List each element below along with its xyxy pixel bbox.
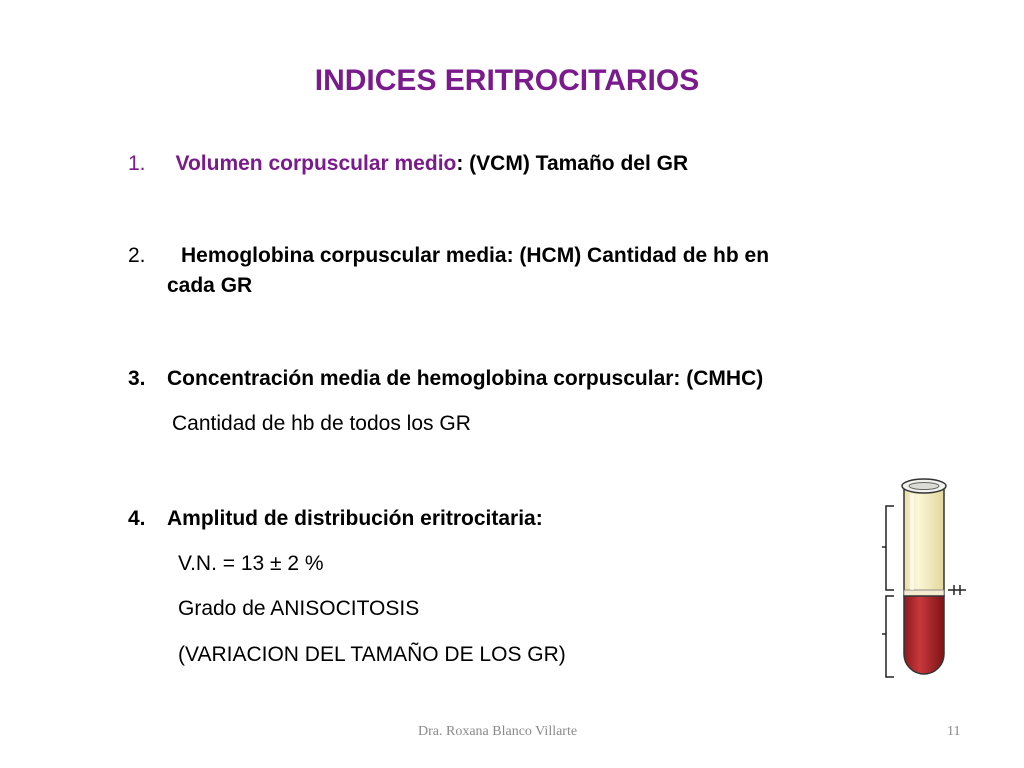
page-number: 11 (947, 724, 961, 739)
item-2-line-1: Hemoglobina corpuscular media: (HCM) Cantidad de hb en (181, 244, 770, 267)
item-2-line-2: cada GR (167, 274, 253, 297)
item-4-line-3: Grado de ANISOCITOSIS (178, 597, 420, 620)
item-4-line-4: (VARIACION DEL TAMAÑO DE LOS GR) (178, 643, 566, 666)
item-3-number: 3. (128, 367, 146, 390)
item-2-number: 2. (128, 244, 146, 267)
item-1 (128, 152, 688, 176)
item-4-line-1: Amplitud de distribución eritrocitaria: (167, 507, 543, 530)
item-1-number: 1. (128, 152, 146, 175)
item-3-line-2: Cantidad de hb de todos los GR (172, 412, 471, 435)
footer-author: Dra. Roxana Blanco Villarte (418, 724, 578, 739)
item-4-line-2: V.N. = 13 ± 2 % (178, 552, 324, 575)
item-1-term: Volumen corpuscular medio (175, 152, 457, 175)
item-3-line-1: Concentración media de hemoglobina corpuscular: (CMHC) (167, 367, 764, 390)
item-4-number: 4. (128, 507, 146, 530)
slide-title: INDICES ERITROCITARIOS (314, 64, 700, 97)
test-tube-icon (880, 472, 972, 682)
item-1-description: : (VCM) Tamaño del GR (456, 152, 689, 175)
